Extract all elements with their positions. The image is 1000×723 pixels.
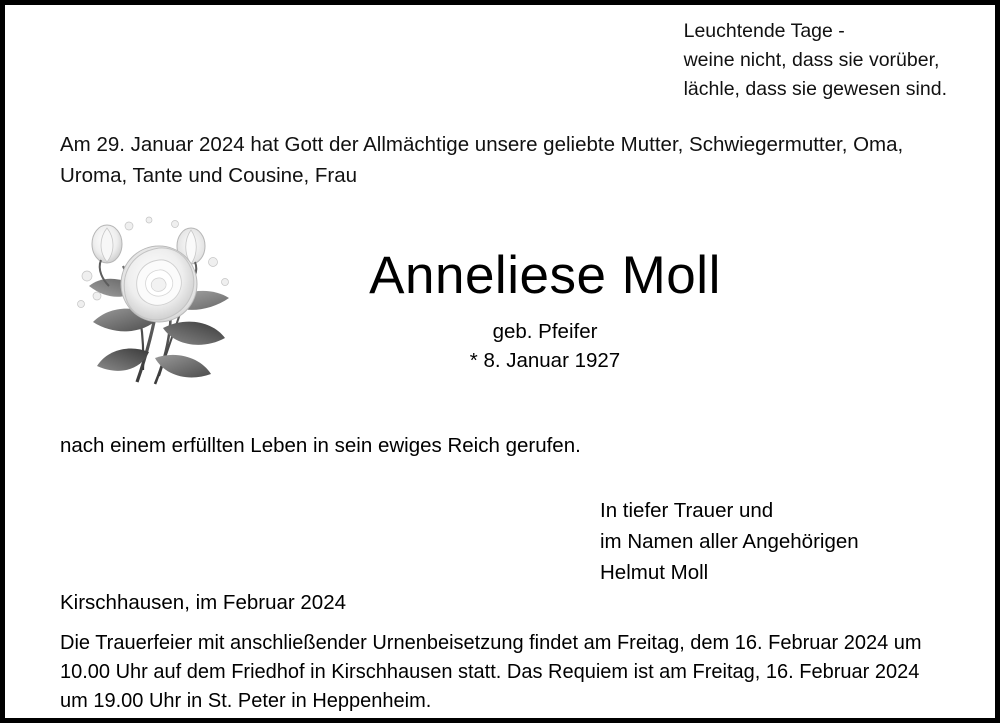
verse-line-2: weine nicht, dass sie vorüber,: [683, 49, 940, 71]
memorial-verse: [684, 17, 947, 104]
deceased-maiden-name: geb. Pfeifer: [492, 320, 598, 343]
mourners-line-3: Helmut Moll: [600, 561, 709, 584]
mourners-line-2: im Namen aller Angehörigen: [600, 530, 859, 553]
deceased-block: [275, 245, 815, 375]
rose-bouquet-icon: [63, 200, 263, 400]
mourners-line-1: In tiefer Trauer und: [600, 499, 774, 522]
deceased-name: Anneliese Moll: [369, 246, 721, 305]
verse-line-1: Leuchtende Tage -: [683, 20, 845, 42]
verse-line-3: lächle, dass sie gewesen sind.: [683, 78, 947, 100]
intro-paragraph: Am 29. Januar 2024 hat Gott der Allmächtige unsere geliebte Mutter, Schwiegermutter, Oma, Uroma, Tante und Cousine, Frau: [60, 133, 904, 187]
place-and-date: Kirschhausen, im Februar 2024: [60, 591, 347, 614]
funeral-service-details: Die Trauerfeier mit anschließender Urnenbeisetzung findet am Freitag, dem 16. Februar 2024 um 10.00 Uhr auf dem Friedhof in Kirschhausen statt. Das Requiem ist am Freitag, 16. Februar 2024 um 19.00 Uhr in St. Peter in Heppenheim.: [60, 632, 922, 712]
mourners-block: [600, 495, 859, 588]
closing-line: nach einem erfüllten Leben in sein ewiges Reich gerufen.: [60, 434, 581, 457]
notice-inner: [5, 5, 995, 718]
deceased-birth-date: * 8. Januar 1927: [469, 349, 621, 372]
